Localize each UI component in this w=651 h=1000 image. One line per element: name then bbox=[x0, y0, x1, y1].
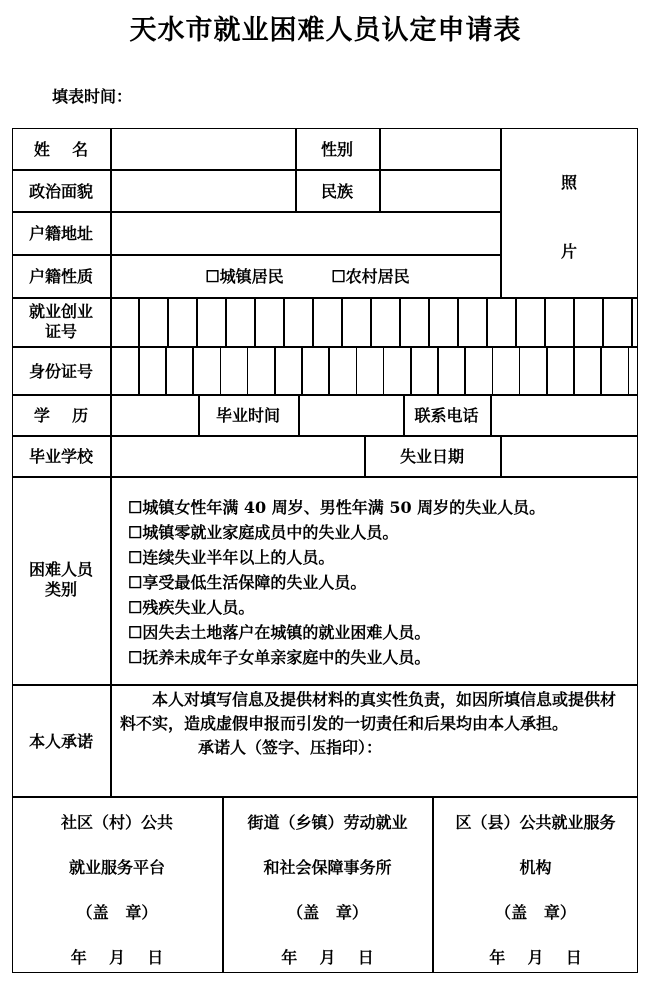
org-seal: （盖 章） bbox=[287, 903, 368, 922]
digit-cell-divider bbox=[628, 346, 630, 394]
digit-cell[interactable] bbox=[343, 299, 369, 345]
org-seal: （盖 章） bbox=[495, 903, 576, 922]
fill-time-label: 填表时间： bbox=[52, 87, 133, 106]
political-status-field[interactable] bbox=[112, 171, 293, 209]
school-field[interactable] bbox=[112, 437, 362, 474]
digit-cell[interactable] bbox=[314, 299, 340, 345]
unemployment-date-label: 失业日期 bbox=[399, 447, 464, 466]
digit-cell[interactable] bbox=[222, 348, 246, 393]
org-block-county bbox=[433, 800, 638, 980]
digit-cell[interactable] bbox=[548, 348, 572, 393]
digit-cell[interactable] bbox=[401, 299, 427, 345]
ethnicity-label: 民族 bbox=[320, 181, 353, 201]
id-number-label: 身份证号 bbox=[28, 361, 93, 381]
org-date[interactable]: 年 月 日 bbox=[70, 948, 164, 967]
row-line bbox=[12, 796, 638, 798]
digit-cell[interactable] bbox=[303, 348, 327, 393]
org-name-line2: 机构 bbox=[519, 858, 552, 877]
hukou-option-urban[interactable]: ☐城镇居民 bbox=[205, 267, 284, 286]
graduation-time-label: 毕业时间 bbox=[215, 406, 280, 425]
education-field[interactable] bbox=[112, 396, 196, 433]
school-label: 毕业学校 bbox=[28, 447, 93, 466]
org-block-community bbox=[12, 800, 222, 980]
category-option[interactable]: ☐因失去土地落户在城镇的就业困难人员。 bbox=[128, 623, 431, 642]
digit-cell[interactable] bbox=[412, 348, 436, 393]
digit-cell[interactable] bbox=[546, 299, 572, 345]
political-status-label: 政治面貌 bbox=[28, 181, 93, 201]
education-label: 学 历 bbox=[33, 406, 89, 425]
phone-field[interactable] bbox=[492, 396, 636, 433]
digit-cell[interactable] bbox=[169, 299, 195, 345]
digit-cell[interactable] bbox=[249, 348, 273, 393]
digit-cell[interactable] bbox=[494, 348, 518, 393]
digit-cell[interactable] bbox=[488, 299, 514, 345]
digit-cell[interactable] bbox=[256, 299, 282, 345]
org-name-line1: 区（县）公共就业服务 bbox=[455, 813, 616, 832]
digit-cell[interactable] bbox=[140, 299, 166, 345]
promise-text: 本人对填写信息及提供材料的真实性负责，如因所填信息或提供材料不实，造成虚假申报而引发的一切责任和后果均由本人承担。 bbox=[120, 690, 617, 733]
category-option[interactable]: ☐享受最低生活保障的失业人员。 bbox=[128, 573, 367, 592]
digit-cell[interactable] bbox=[285, 299, 311, 345]
digit-cell[interactable] bbox=[439, 348, 463, 393]
digit-cell[interactable] bbox=[372, 299, 398, 345]
org-date[interactable]: 年 月 日 bbox=[489, 948, 582, 967]
digit-cell[interactable] bbox=[276, 348, 300, 393]
photo-label-bottom: 片 bbox=[560, 241, 577, 261]
category-option[interactable]: ☐城镇女性年满 40 周岁、男性年满 50 周岁的失业人员。 bbox=[128, 498, 546, 517]
digit-cell[interactable] bbox=[466, 348, 490, 393]
category-option[interactable]: ☐抚养未成年子女单亲家庭中的失业人员。 bbox=[128, 648, 431, 667]
employment-cert-label-line1: 就业创业 bbox=[28, 301, 93, 321]
digit-cell[interactable] bbox=[575, 299, 601, 345]
ethnicity-field[interactable] bbox=[381, 171, 498, 209]
digit-cell[interactable] bbox=[330, 348, 354, 393]
category-option[interactable]: ☐连续失业半年以上的人员。 bbox=[128, 548, 335, 567]
digit-cell[interactable] bbox=[602, 348, 626, 393]
category-label-line1: 困难人员 bbox=[28, 560, 93, 579]
category-label-line2: 类别 bbox=[44, 580, 77, 599]
hukou-address-label: 户籍地址 bbox=[28, 224, 93, 243]
digit-cell[interactable] bbox=[358, 348, 382, 393]
phone-label: 联系电话 bbox=[414, 406, 479, 425]
org-name-line2: 和社会保障事务所 bbox=[263, 858, 392, 877]
digit-cell[interactable] bbox=[517, 299, 543, 345]
category-option[interactable]: ☐残疾失业人员。 bbox=[128, 598, 255, 617]
org-name-line2: 就业服务平台 bbox=[68, 858, 165, 877]
org-name-line1: 社区（村）公共 bbox=[60, 813, 173, 832]
org-date[interactable]: 年 月 日 bbox=[281, 948, 374, 967]
photo-label-top: 照 bbox=[560, 172, 577, 192]
name-field[interactable] bbox=[112, 130, 293, 168]
promise-label: 本人承诺 bbox=[28, 731, 93, 751]
digit-cell-divider bbox=[631, 297, 633, 346]
graduation-time-field[interactable] bbox=[300, 396, 401, 433]
digit-cell[interactable] bbox=[167, 348, 191, 393]
org-block-street bbox=[223, 800, 432, 980]
digit-cell[interactable] bbox=[459, 299, 485, 345]
employment-cert-label bbox=[12, 297, 110, 346]
digit-cell[interactable] bbox=[385, 348, 409, 393]
digit-cell[interactable] bbox=[430, 299, 456, 345]
digit-cell[interactable] bbox=[227, 299, 253, 345]
employment-cert-label-line2: 证号 bbox=[44, 321, 77, 341]
category-label bbox=[12, 476, 110, 684]
gender-label: 性别 bbox=[320, 140, 353, 159]
promise-statement bbox=[120, 688, 630, 760]
unemployment-date-field[interactable] bbox=[502, 437, 636, 474]
digit-cell[interactable] bbox=[194, 348, 218, 393]
hukou-address-field[interactable] bbox=[112, 213, 498, 252]
digit-cell[interactable] bbox=[575, 348, 599, 393]
hukou-type-label: 户籍性质 bbox=[28, 267, 93, 286]
form-title: 天水市就业困难人员认定申请表 bbox=[129, 15, 522, 46]
org-seal: （盖 章） bbox=[76, 903, 158, 922]
photo-area[interactable] bbox=[502, 130, 636, 295]
org-name-line1: 街道（乡镇）劳动就业 bbox=[247, 813, 408, 832]
digit-cell[interactable] bbox=[140, 348, 164, 393]
digit-cell[interactable] bbox=[521, 348, 545, 393]
gender-field[interactable] bbox=[381, 130, 498, 168]
promise-signature-line[interactable]: 承诺人（签字、压指印）： bbox=[198, 738, 383, 757]
hukou-option-rural[interactable]: ☐农村居民 bbox=[331, 267, 410, 286]
name-label: 姓 名 bbox=[33, 140, 89, 159]
digit-cell[interactable] bbox=[198, 299, 224, 345]
digit-cell[interactable] bbox=[604, 299, 630, 345]
category-option[interactable]: ☐城镇零就业家庭成员中的失业人员。 bbox=[128, 523, 399, 542]
